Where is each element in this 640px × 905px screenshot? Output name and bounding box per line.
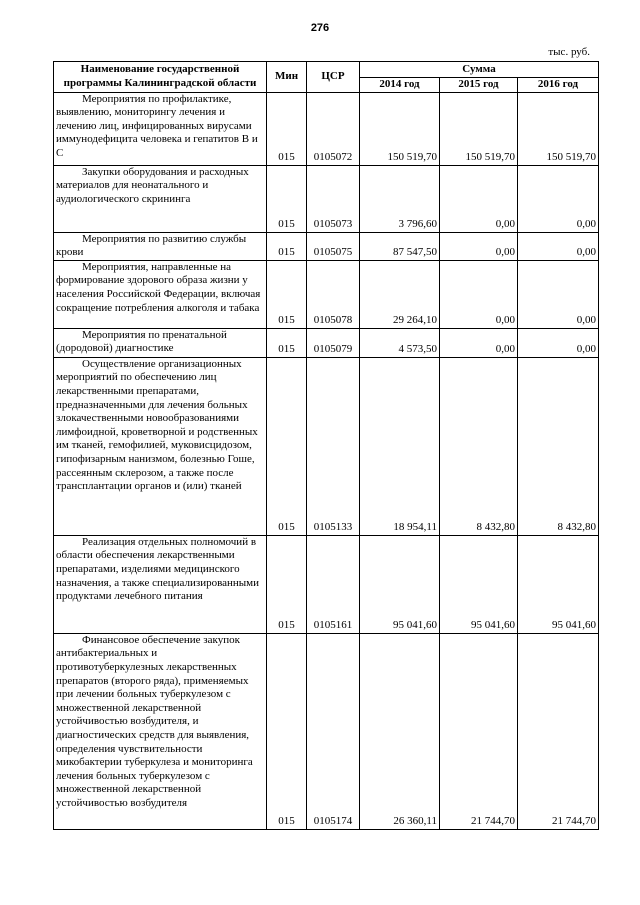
header-min: Мин bbox=[267, 62, 307, 93]
row-amount-2016: 21 744,70 bbox=[518, 633, 599, 829]
budget-table bbox=[53, 61, 599, 830]
row-amount-2016: 150 519,70 bbox=[518, 92, 599, 165]
row-name: Мероприятия по профилактике, выявлению, мониторингу лечения и лечению лиц, инфицированных вирусами иммунодефицита человека и гепатитов В и С bbox=[54, 92, 267, 165]
table-row bbox=[54, 328, 599, 357]
row-min: 015 bbox=[267, 328, 307, 357]
row-amount-2015: 0,00 bbox=[440, 232, 518, 260]
row-amount-2016: 0,00 bbox=[518, 232, 599, 260]
row-amount-2014: 18 954,11 bbox=[360, 357, 440, 535]
row-amount-2016: 95 041,60 bbox=[518, 535, 599, 633]
row-min: 015 bbox=[267, 92, 307, 165]
table-row bbox=[54, 232, 599, 260]
row-csr: 0105133 bbox=[307, 357, 360, 535]
header-year-2015: 2015 год bbox=[440, 78, 518, 93]
row-amount-2015: 21 744,70 bbox=[440, 633, 518, 829]
page-number: 276 bbox=[310, 22, 330, 34]
row-amount-2014: 3 796,60 bbox=[360, 165, 440, 232]
row-amount-2015: 0,00 bbox=[440, 328, 518, 357]
row-csr: 0105079 bbox=[307, 328, 360, 357]
row-amount-2016: 0,00 bbox=[518, 165, 599, 232]
table-row bbox=[54, 165, 599, 232]
table-row bbox=[54, 633, 599, 829]
table-row bbox=[54, 535, 599, 633]
row-min: 015 bbox=[267, 357, 307, 535]
row-min: 015 bbox=[267, 165, 307, 232]
row-name: Осуществление организационных мероприятий по обеспечению лиц лекарственными препаратами, предназначенными для лечения больных злокачественными новообразованиями лимфоидной, кроветворной и родственных им тканей, гемофилией, муковисцидозом, гипофизарным нанизмом, болезнью Гоше, рассеянным склерозом, а также после трансплантации органов и (или) тканей bbox=[54, 357, 267, 535]
row-amount-2014: 4 573,50 bbox=[360, 328, 440, 357]
row-csr: 0105161 bbox=[307, 535, 360, 633]
table-row bbox=[54, 260, 599, 328]
row-csr: 0105073 bbox=[307, 165, 360, 232]
table-row bbox=[54, 92, 599, 165]
row-amount-2015: 150 519,70 bbox=[440, 92, 518, 165]
row-amount-2015: 95 041,60 bbox=[440, 535, 518, 633]
unit-label: тыс. руб. bbox=[548, 46, 590, 58]
header-name: Наименование государственной программы Калининградской области bbox=[54, 62, 267, 93]
row-name: Реализация отдельных полномочий в области обеспечения лекарственными препаратами, изделиями медицинского назначения, а также специализированными продуктами лечебного питания bbox=[54, 535, 267, 633]
row-name: Мероприятия по пренатальной (дородовой) диагностике bbox=[54, 328, 267, 357]
row-min: 015 bbox=[267, 633, 307, 829]
header-sum: Сумма bbox=[360, 62, 599, 78]
row-amount-2015: 0,00 bbox=[440, 165, 518, 232]
row-name: Мероприятия по развитию службы крови bbox=[54, 232, 267, 260]
row-amount-2016: 8 432,80 bbox=[518, 357, 599, 535]
row-amount-2014: 150 519,70 bbox=[360, 92, 440, 165]
header-year-2014: 2014 год bbox=[360, 78, 440, 93]
table-row bbox=[54, 357, 599, 535]
row-min: 015 bbox=[267, 232, 307, 260]
row-csr: 0105075 bbox=[307, 232, 360, 260]
row-csr: 0105078 bbox=[307, 260, 360, 328]
row-name: Финансовое обеспечение закупок антибактериальных и противотуберкулезных лекарственных препаратов (второго ряда), применяемых при лечении больных туберкулезом с множественной лекарственной устойчивостью возбудителя, и диагностических средств для выявления, определения чувствительности микобактерии туберкулеза и мониторинга лечения больных туберкулезом с множественной лекарственной устойчивостью возбудителя bbox=[54, 633, 267, 829]
row-csr: 0105174 bbox=[307, 633, 360, 829]
row-amount-2016: 0,00 bbox=[518, 328, 599, 357]
row-name: Мероприятия, направленные на формирование здорового образа жизни у населения Российской Федерации, включая сокращение потребления алкоголя и табака bbox=[54, 260, 267, 328]
header-year-2016: 2016 год bbox=[518, 78, 599, 93]
row-amount-2015: 0,00 bbox=[440, 260, 518, 328]
row-amount-2015: 8 432,80 bbox=[440, 357, 518, 535]
row-name: Закупки оборудования и расходных материалов для неонатального и аудиологического скрининга bbox=[54, 165, 267, 232]
header-csr: ЦСР bbox=[307, 62, 360, 93]
row-amount-2014: 95 041,60 bbox=[360, 535, 440, 633]
row-min: 015 bbox=[267, 260, 307, 328]
row-amount-2014: 87 547,50 bbox=[360, 232, 440, 260]
row-min: 015 bbox=[267, 535, 307, 633]
row-amount-2016: 0,00 bbox=[518, 260, 599, 328]
row-amount-2014: 29 264,10 bbox=[360, 260, 440, 328]
row-amount-2014: 26 360,11 bbox=[360, 633, 440, 829]
row-csr: 0105072 bbox=[307, 92, 360, 165]
